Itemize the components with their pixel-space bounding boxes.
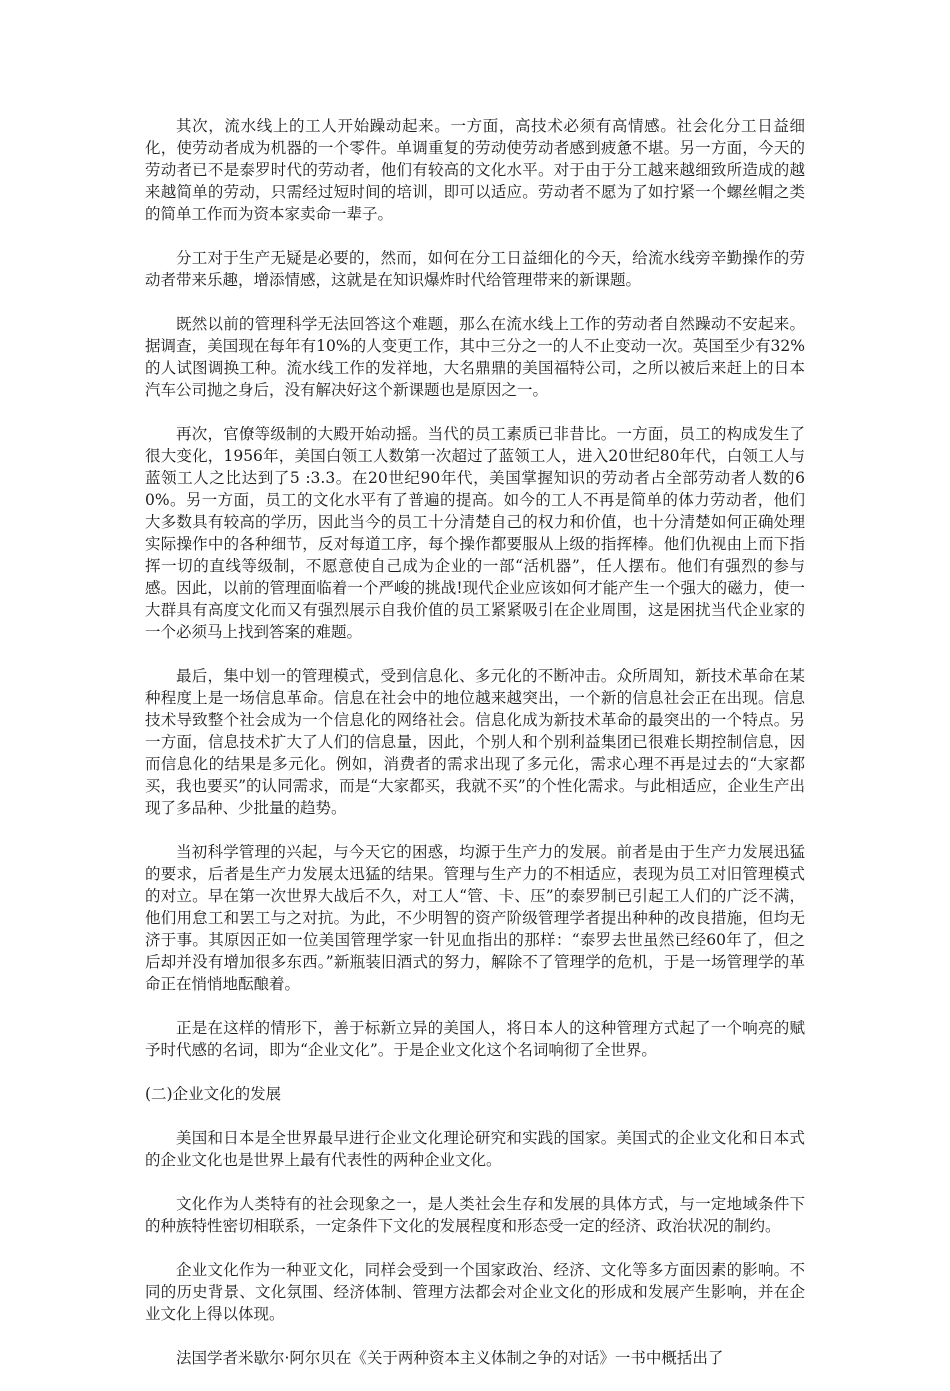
paragraph-culture-definition: 文化作为人类特有的社会现象之一，是人类社会生存和发展的具体方式，与一定地域条件下的种族特性密切相联系，一定条件下文化的发展程度和形态受一定的经济、政治状况的制约。 <box>145 1195 805 1235</box>
section-heading: (二)企业文化的发展 <box>145 1085 282 1103</box>
paragraph-corporate-culture-origin: 正是在这样的情形下，善于标新立异的美国人，将日本人的这种管理方式起了一个响亮的赋予时代感的名词，即为“企业文化”。于是企业文化这个名词响彻了全世界。 <box>145 1019 805 1059</box>
paragraph-assembly-line-workers: 其次，流水线上的工人开始躁动起来。一方面，高技术必须有高情感。社会化分工日益细化，使劳动者成为机器的一个零件。单调重复的劳动使劳动者感到疲惫不堪。另一方面，今天的劳动者已不是泰罗时代的劳动者，他们有较高的文化水平。对于由于分工越来越细致所造成的越来越简单的劳动，只需经过短时间的培训，即可以适应。劳动者不愿为了如拧紧一个螺丝帽之类的简单工作而为资本家卖命一辈子。 <box>145 117 805 223</box>
paragraph-us-japan: 美国和日本是全世界最早进行企业文化理论研究和实践的国家。美国式的企业文化和日本式的企业文化也是世界上最有代表性的两种企业文化。 <box>145 1129 805 1169</box>
paragraph-michel-albert: 法国学者米歇尔·阿尔贝在《关于两种资本主义体制之争的对话》一书中概括出了 <box>176 1349 724 1367</box>
paragraph-bureaucracy: 再次，官僚等级制的大殿开始动摇。当代的员工素质已非昔比。一方面，员工的构成发生了很大变化，1956年，美国白领工人数第一次超过了蓝领工人，进入20世纪80年代，白领工人与蓝领工人之比达到了5 :3.3。在20世纪90年代，美国掌握知识的劳动者占全部劳动者人数的60%。另一方面，员工的文化水平有了普遍的提高。如今的工人不再是简单的体力劳动者，他们大多数具有较高的学历，因此当今的员工十分清楚自己的权力和价值，也十分清楚如何正确处理实际操作中的各种细节，反对每道工序，每个操作都要服从上级的指挥棒。他们仇视由上而下指挥一切的直线等级制，不愿意使自己成为企业的一部“活机器”，任人摆布。他们有强烈的参与感。因此，以前的管理面临着一个严峻的挑战!现代企业应该如何才能产生一个强大的磁力，使一大群具有高度文化而又有强烈展示自我价值的员工紧紧吸引在企业周围，这是困扰当代企业家的一个必须马上找到答案的难题。 <box>145 425 805 641</box>
paragraph-scientific-management: 当初科学管理的兴起，与今天它的困惑，均源于生产力的发展。前者是由于生产力发展迅猛的要求，后者是生产力发展太迅猛的结果。管理与生产力的不相适应，表现为员工对旧管理模式的对立。早在第一次世界大战后不久，对工人“管、卡、压”的泰罗制已引起工人们的广泛不满，他们用怠工和罢工与之对抗。为此，不少明智的资产阶级管理学者提出种种的改良措施，但均无济于事。其原因正如一位美国管理学家一针见血指出的那样：“泰罗去世虽然已经60年了，但之后却并没有增加很多东西。”新瓶装旧酒式的努力，解除不了管理学的危机，于是一场管理学的革命正在悄悄地酝酿着。 <box>145 843 805 993</box>
paragraph-informatization: 最后，集中划一的管理模式，受到信息化、多元化的不断冲击。众所周知，新技术革命在某种程度上是一场信息革命。信息在社会中的地位越来越突出，一个新的信息社会正在出现。信息技术导致整个社会成为一个信息化的网络社会。信息化成为新技术革命的最突出的一个特点。另一方面，信息技术扩大了人们的信息量，因此，个别人和个别利益集团已很难长期控制信息，因而信息化的结果是多元化。例如，消费者的需求出现了多元化，需求心理不再是过去的“大家都买，我也要买”的认同需求，而是“大家都买，我就不买”的个性化需求。与此相适应，企业生产出现了多品种、少批量的趋势。 <box>145 667 805 817</box>
document-body <box>145 115 805 1391</box>
paragraph-worker-unrest: 既然以前的管理科学无法回答这个难题，那么在流水线上工作的劳动者自然躁动不安起来。据调查，美国现在每年有10%的人变更工作，其中三分之一的人不止变动一次。英国至少有32%的人试图调换工种。流水线工作的发祥地，大名鼎鼎的美国福特公司，之所以被后来赶上的日本汽车公司抛之身后，没有解决好这个新课题也是原因之一。 <box>145 315 805 399</box>
paragraph-subculture: 企业文化作为一种亚文化，同样会受到一个国家政治、经济、文化等多方面因素的影响。不同的历史背景、文化氛围、经济体制、管理方法都会对企业文化的形成和发展产生影响，并在企业文化上得以体现。 <box>145 1261 805 1323</box>
paragraph-division-of-labor: 分工对于生产无疑是必要的，然而，如何在分工日益细化的今天，给流水线旁辛勤操作的劳动者带来乐趣，增添情感，这就是在知识爆炸时代给管理带来的新课题。 <box>145 249 805 289</box>
